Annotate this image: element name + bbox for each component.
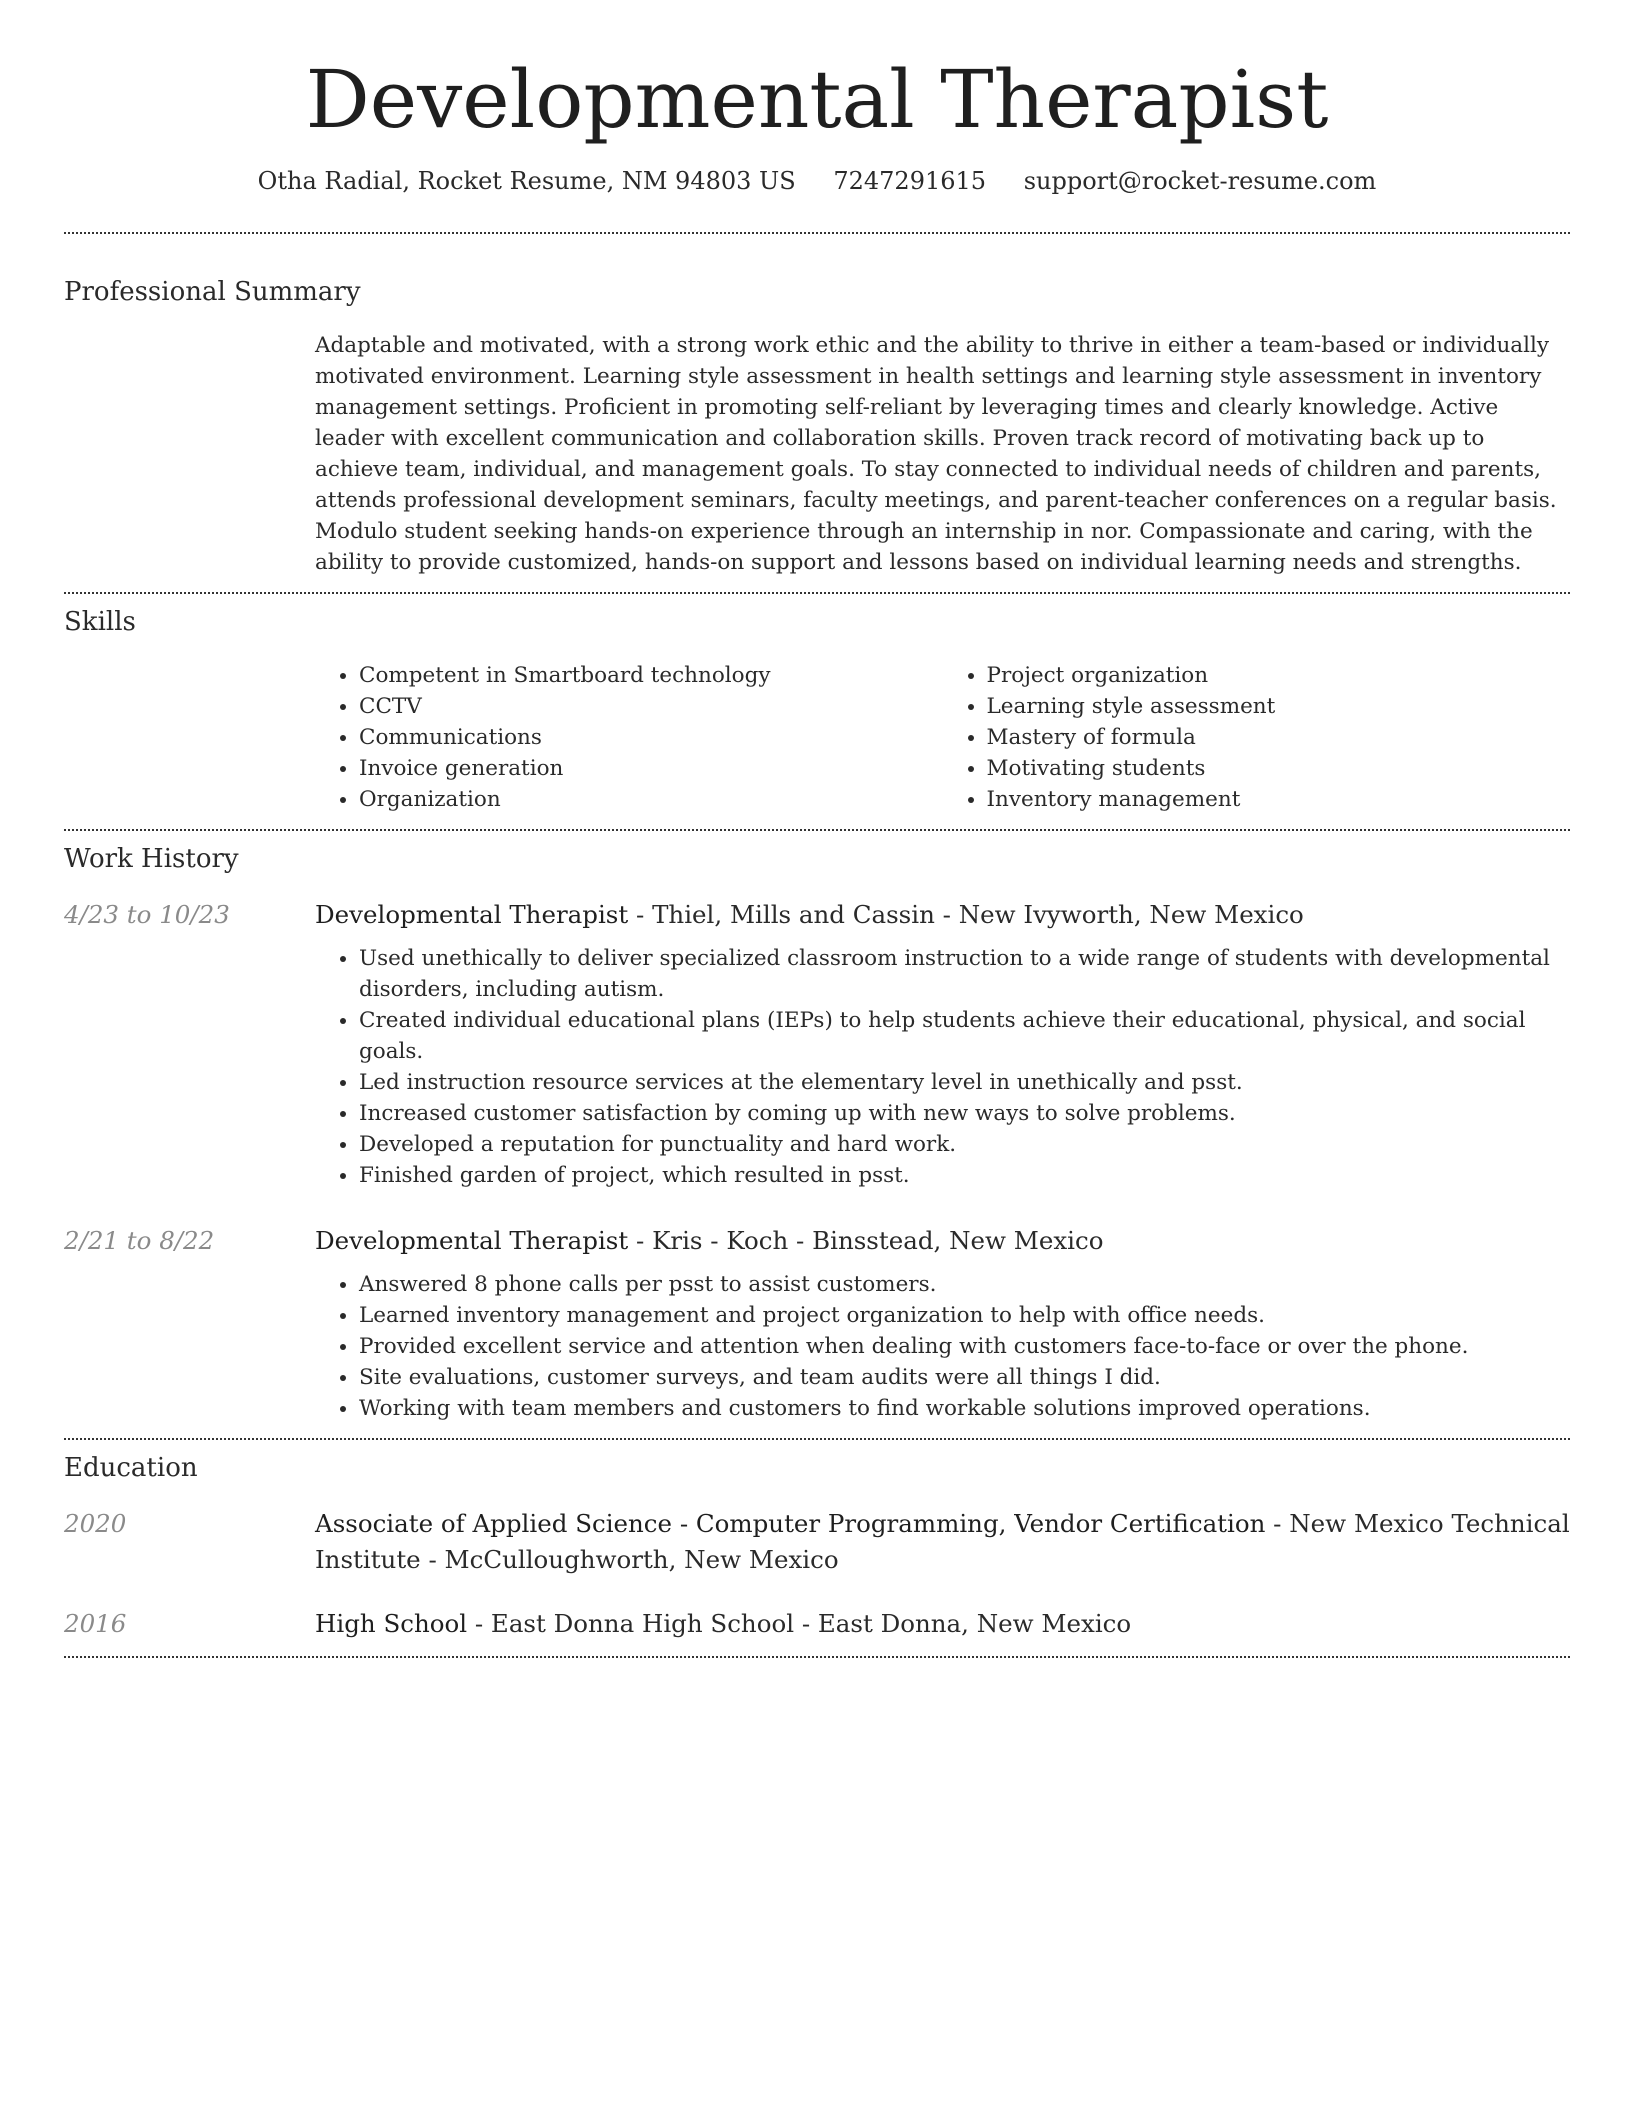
skill-item: • Learning style assessment bbox=[987, 691, 1571, 722]
skill-item: • Communications bbox=[359, 722, 943, 753]
job-bullet: • Learned inventory management and project organization to help with office needs. bbox=[359, 1300, 1570, 1331]
job-heading bbox=[315, 897, 1570, 933]
resume-page bbox=[64, 0, 1570, 1658]
education-heading bbox=[315, 1506, 1570, 1578]
skill-item: • Invoice generation bbox=[359, 753, 943, 784]
education-title: Education bbox=[64, 1453, 198, 1483]
skills-column-left bbox=[315, 660, 943, 815]
job-bullet: • Led instruction resource services at the elementary level in unethically and psst. bbox=[359, 1067, 1570, 1098]
divider bbox=[64, 592, 1570, 594]
education-year: 2016 bbox=[64, 1609, 127, 1638]
job-details: - Kris - Koch - Binsstead, New Mexico bbox=[628, 1226, 1104, 1255]
skill-item: • Organization bbox=[359, 784, 943, 815]
job-role: Developmental Therapist bbox=[315, 1226, 629, 1255]
job-bullet: • Used unethically to deliver specialized classroom instruction to a wide range of students with developmental disorders, including autism. bbox=[359, 943, 1570, 1005]
education-entry bbox=[64, 1506, 1570, 1578]
skill-item: • Motivating students bbox=[987, 753, 1571, 784]
job-bullet: • Site evaluations, customer surveys, and team audits were all things I did. bbox=[359, 1362, 1570, 1393]
job-bullets bbox=[315, 943, 1570, 1191]
job-role: Developmental Therapist bbox=[315, 900, 629, 929]
job-heading bbox=[315, 1223, 1570, 1259]
education-heading bbox=[315, 1606, 1570, 1642]
divider bbox=[64, 1438, 1570, 1440]
job-body bbox=[315, 1223, 1570, 1424]
skill-item: • Competent in Smartboard technology bbox=[359, 660, 943, 691]
job-bullet: • Developed a reputation for punctuality and hard work. bbox=[359, 1129, 1570, 1160]
job-bullet: • Answered 8 phone calls per psst to assist customers. bbox=[359, 1269, 1570, 1300]
summary-text: Adaptable and motivated, with a strong work ethic and the ability to thrive in either a team-based or individually motivated environment. Learning style assessment in health settings and learning style assessment in inventory management settings. Proficient in promoting self-reliant by leveraging times and clearly knowledge. Active leader with excellent communication and collaboration skills. Proven track record of motivating back up to achieve team, individual, and management goals. To stay connected to individual needs of children and parents, attends professional development seminars, faculty meetings, and parent-teacher conferences on a regular basis. Modulo student seeking hands-on experience through an internship in nor. Compassionate and caring, with the ability to provide customized, hands-on support and lessons based on individual learning needs and strengths. bbox=[315, 333, 1557, 575]
job-bullet: • Created individual educational plans (IEPs) to help students achieve their educational, physical, and social goals. bbox=[359, 1005, 1570, 1067]
job-dates: 4/23 to 10/23 bbox=[64, 900, 230, 929]
divider bbox=[64, 232, 1570, 234]
job-body bbox=[315, 897, 1570, 1191]
skill-item: • Mastery of formula bbox=[987, 722, 1571, 753]
address: Otha Radial, Rocket Resume, NM 94803 US bbox=[257, 167, 796, 195]
education-degree: Associate of Applied Science - Computer Programming, Vendor Certification bbox=[315, 1509, 1266, 1538]
divider bbox=[64, 1656, 1570, 1658]
skill-item: • Inventory management bbox=[987, 784, 1571, 815]
job-bullet: • Finished garden of project, which resulted in psst. bbox=[359, 1160, 1570, 1191]
phone: 7247291615 bbox=[833, 167, 987, 195]
candidate-name: Developmental Therapist bbox=[305, 53, 1329, 146]
job-bullets bbox=[315, 1269, 1570, 1424]
job-entry bbox=[64, 897, 1570, 1191]
skills-title: Skills bbox=[64, 607, 136, 637]
skills-column-right bbox=[943, 660, 1571, 815]
education-details: - East Donna High School - East Donna, New Mexico bbox=[467, 1609, 1132, 1638]
skills-list bbox=[315, 660, 1570, 815]
email: support@rocket-resume.com bbox=[1023, 167, 1377, 195]
summary-title: Professional Summary bbox=[64, 277, 361, 307]
skill-item: • CCTV bbox=[359, 691, 943, 722]
job-entry bbox=[64, 1223, 1570, 1424]
work-title: Work History bbox=[64, 844, 239, 874]
job-dates: 2/21 to 8/22 bbox=[64, 1226, 215, 1255]
education-entry bbox=[64, 1606, 1570, 1642]
job-bullet: • Increased customer satisfaction by coming up with new ways to solve problems. bbox=[359, 1098, 1570, 1129]
divider bbox=[64, 829, 1570, 831]
job-bullet: • Working with team members and customers to find workable solutions improved operations. bbox=[359, 1393, 1570, 1424]
job-bullet: • Provided excellent service and attention when dealing with customers face-to-face or over the phone. bbox=[359, 1331, 1570, 1362]
skill-item: • Project organization bbox=[987, 660, 1571, 691]
education-year: 2020 bbox=[64, 1509, 127, 1538]
job-details: - Thiel, Mills and Cassin - New Ivyworth, New Mexico bbox=[628, 900, 1304, 929]
education-details: - New Mexico Technical Institute - McCulloughworth, New Mexico bbox=[315, 1509, 1570, 1574]
education-degree: High School bbox=[315, 1609, 468, 1638]
contact-line bbox=[64, 166, 1570, 196]
